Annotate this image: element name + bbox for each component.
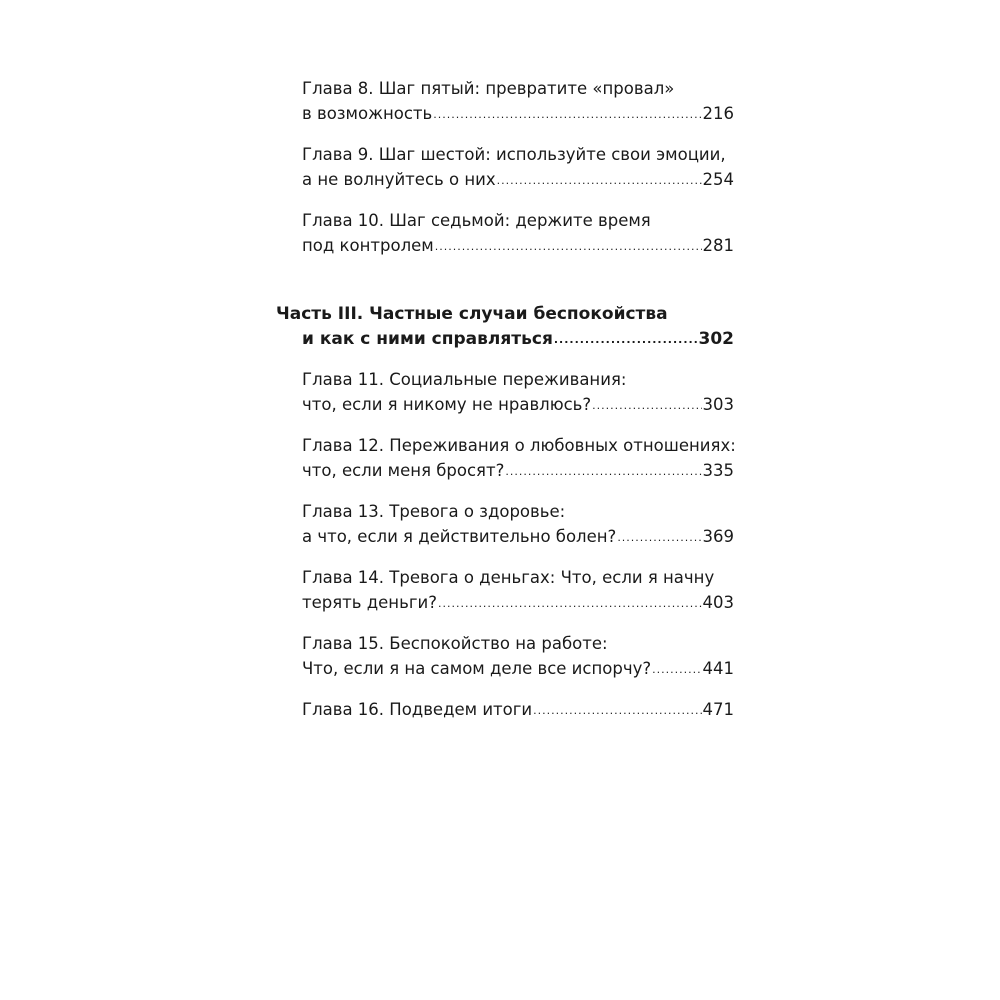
dot-leader bbox=[617, 525, 701, 550]
toc-entry-chapter-8 bbox=[276, 76, 734, 128]
toc-entry-title-continued: Что, если я на самом деле все испорчу? bbox=[302, 659, 652, 678]
dot-leader bbox=[592, 393, 701, 418]
toc-entry-title: Глава 10. Шаг седьмой: держите время bbox=[302, 211, 651, 230]
dot-leader bbox=[533, 698, 701, 723]
toc-entry-chapter-16 bbox=[276, 697, 734, 724]
page-number: 403 bbox=[702, 593, 734, 612]
page-number: 369 bbox=[702, 527, 734, 546]
page-number: 335 bbox=[702, 461, 734, 480]
page-number: 441 bbox=[702, 659, 734, 678]
toc-entry-title-continued: что, если я никому не нравлюсь? bbox=[302, 395, 592, 414]
toc-entry-title-continued: а не волнуйтесь о них bbox=[302, 170, 496, 189]
toc-entry-title: Глава 8. Шаг пятый: превратите «провал» bbox=[302, 79, 675, 98]
toc-entry-chapter-10 bbox=[276, 208, 734, 260]
page-number: 471 bbox=[702, 700, 734, 719]
dot-leader bbox=[554, 327, 698, 352]
dot-leader bbox=[438, 591, 702, 616]
toc-entry-title-continued: что, если меня бросят? bbox=[302, 461, 505, 480]
toc-entry-title-continued: а что, если я действительно болен? bbox=[302, 527, 617, 546]
toc-entry-title: Глава 12. Переживания о любовных отношениях: bbox=[302, 436, 736, 455]
toc-part-title: Часть III. Частные случаи беспокойства bbox=[276, 304, 668, 324]
page-number: 254 bbox=[702, 170, 734, 189]
toc-entry-title-continued: терять деньги? bbox=[302, 593, 437, 612]
toc-entry-chapter-13 bbox=[276, 499, 734, 551]
dot-leader bbox=[433, 102, 701, 127]
toc-entry-title-continued: в возможность bbox=[302, 104, 433, 123]
page-number: 281 bbox=[702, 236, 734, 255]
toc-entry-title: Глава 15. Беспокойство на работе: bbox=[302, 634, 608, 653]
toc-entry-title: Глава 14. Тревога о деньгах: Что, если я начну bbox=[302, 568, 715, 587]
toc-entry-chapter-12 bbox=[276, 433, 734, 485]
toc-entry-title: Глава 13. Тревога о здоровье: bbox=[302, 502, 566, 521]
dot-leader bbox=[497, 168, 702, 193]
page-number: 303 bbox=[702, 395, 734, 414]
toc-entry-chapter-15 bbox=[276, 631, 734, 683]
toc-entry-title-continued: под контролем bbox=[302, 236, 434, 255]
page-number: 216 bbox=[702, 104, 734, 123]
toc-entry-title: Глава 9. Шаг шестой: используйте свои эмоции, bbox=[302, 145, 726, 164]
toc-entry-title: Глава 11. Социальные переживания: bbox=[302, 370, 627, 389]
toc-entry-chapter-9 bbox=[276, 142, 734, 194]
toc-part-title-continued: и как с ними справляться bbox=[302, 329, 553, 349]
table-of-contents bbox=[276, 76, 734, 738]
page-number: 302 bbox=[698, 329, 734, 349]
dot-leader bbox=[652, 657, 701, 682]
toc-entry-chapter-14 bbox=[276, 565, 734, 617]
toc-entry-part-3 bbox=[276, 302, 734, 353]
dot-leader bbox=[435, 234, 702, 259]
dot-leader bbox=[505, 459, 701, 484]
toc-entry-chapter-11 bbox=[276, 367, 734, 419]
toc-entry-title: Глава 16. Подведем итоги bbox=[302, 700, 533, 719]
